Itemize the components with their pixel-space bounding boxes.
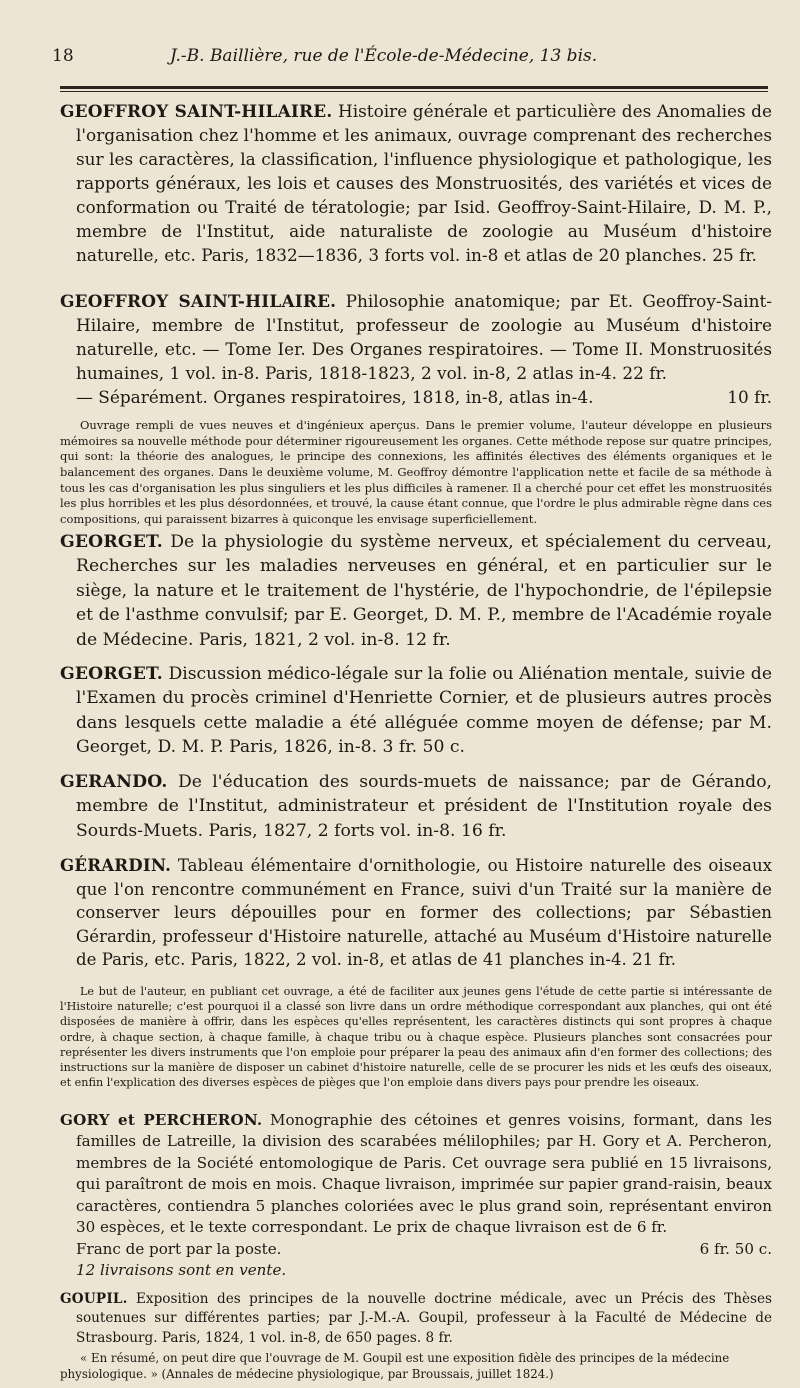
note-text: Ouvrage rempli de vues neuves et d'ingénieux aperçus. Dans le premier volume, l'auteur développe en plusieurs mémoires sa nouvelle méthode pour déterminer rigoureusement les organes. Cette méthode repose sur quatre principes, qui sont: la théorie des analogues, le principe des connexions, les affinités électives des éléments organiques et le balancement des organes. Dans le deuxième volume, M. Geoffroy démontre l'application nette et facile de sa méthode à tous les cas d'organisation les plus singuliers et les plus difficiles à ramener. Il a cherché pour cet effet les monstruosités les plus horribles et les plus désordonnées, et trouvé, la cause étant connue, que l'ordre le plus admirable règne dans ces compositions, qui paraissent bizarres à quiconque les envisage superficiellement.: [60, 418, 772, 526]
entry-georget-physiologie: [60, 530, 772, 652]
note-text: Le but de l'auteur, en publiant cet ouvrage, a été de faciliter aux jeunes gens l'étude de cette partie si intéressante de l'Histoire naturelle; c'est pourquoi il a classé son livre dans un ordre méthodique correspondant aux planches, qui ont été disposées de manière à offrir, dans les espèces qu'elles représentent, les caractères distincts qui sont propres à chaque ordre, à chaque section, à chaque famille, à chaque tribu ou à chaque espèce. Plusieurs planches sont consacrées pour représenter les divers instruments que l'on emploie pour préparer la peau des animaux afin d'en former des collections; des instructions sur la manière de disposer un cabinet d'histoire naturelle, celle de se procurer les nids et les œufs des oiseaux, et enfin l'explication des diverses espèces de pièges que l'on emploie dans divers pays pour prendre les oiseaux.: [60, 985, 772, 1090]
entry-extra-line: [60, 386, 772, 410]
entry-lead: GEORGET.: [60, 664, 163, 684]
entry-price: 25 fr.: [712, 244, 757, 265]
entry-body: Histoire générale et particulière des Anomalies de l'organisation chez l'homme et les animaux, ouvrage comprenant des recherches sur les caractères, la classification, l'influence physiologique et pathologique, les rapports généraux, les lois et causes des Monstruosités, des variétés et vices de conformation ou Traité de tératologie; par Isid. Geoffroy-Saint-Hilaire, D. M. P., membre de l'Institut, aide naturaliste de zoologie au Muséum d'histoire naturelle, etc. Paris, 1832—1836, 3 forts vol. in-8 et atlas de 20 planches.: [76, 101, 772, 265]
entry-text: [60, 1110, 772, 1239]
entry-price: 3 fr. 50 c.: [382, 737, 465, 758]
page-header: [52, 40, 774, 76]
header-rule: [60, 86, 768, 89]
entry-text: [60, 530, 772, 652]
entry-body: Tableau élémentaire d'ornithologie, ou Histoire naturelle des oiseaux que l'on rencontre communément en France, suivi d'un Traité sur la manière de conserver leurs dépouilles pour en former des collections; par Sébastien Gérardin, professeur d'Histoire naturelle, attaché au Muséum d'Histoire naturelle de Paris, etc. Paris, 1822, 2 vol. in-8, et atlas de 41 planches in-4.: [76, 856, 772, 970]
entry-text: [60, 854, 772, 972]
entry-text: [60, 100, 772, 268]
entry-georget-discussion: [60, 662, 772, 760]
header-rule-thin: [60, 91, 768, 92]
entry-lead: GORY et PERCHERON.: [60, 1111, 263, 1129]
entry-extra2: 12 livraisons sont en vente.: [76, 1261, 287, 1280]
entry-lead: GEOFFROY SAINT-HILAIRE.: [60, 291, 337, 311]
note-geoffroy: [60, 418, 772, 528]
entry-price: 8 fr.: [425, 1329, 453, 1346]
entry-text: [60, 290, 772, 386]
page-number: 18: [52, 46, 74, 66]
entry-lead: GOUPIL.: [60, 1291, 128, 1307]
entry-goupil: [60, 1290, 772, 1348]
entry-gerardin: [60, 854, 772, 972]
entry-geoffroy-anomalies: [60, 100, 772, 268]
entry-price: 6 fr.: [636, 1218, 668, 1237]
entry-price: 12 fr.: [405, 629, 451, 650]
entry-price: 16 fr.: [460, 820, 507, 841]
entry-gerando: [60, 770, 772, 843]
entry-lead: GEOFFROY SAINT-HILAIRE.: [60, 101, 333, 121]
quote-text: « En résumé, on peut dire que l'ouvrage de M. Goupil est une exposition fidèle des principes de la médecine physiologique. » (Annales de médecine physiologique, par Broussais, juillet 1824.): [60, 1351, 730, 1382]
entry-lead: GÉRARDIN.: [60, 855, 172, 875]
entry-body: Discussion médico-légale sur la folie ou Aliénation mentale, suivie de l'Examen du procès criminel d'Henriette Cornier, et de plusieurs autres procès dans lesquels cette maladie a été alléguée comme moyen de défense; par M. Georget, D. M. P. Paris, 1826, in-8.: [76, 664, 772, 758]
entry-body: Monographie des cétoines et genres voisins, formant, dans les familles de Latreille, la division des scarabées mélilophiles; par H. Gory et A. Percheron, membres de la Société entomologique de Paris. Cet ouvrage sera publié en 15 livraisons, qui paraîtront de mois en mois. Chaque livraison, imprimée sur papier grand-raisin, beaux caractères, contiendra 5 planches coloriées avec le plus grand soin, représentant environ 30 espèces, et le texte correspondant. Le prix de chaque livraison est de: [76, 1111, 773, 1237]
note-goupil-quote: [60, 1350, 772, 1382]
entry-body: De la physiologie du système nerveux, et spécialement du cerveau, Recherches sur les maladies nerveuses en général, et en particulier sur le siège, la nature et le traitement de l'hystérie, de l'hypochondrie, de l'épilepsie et de l'asthme convulsif; par E. Georget, D. M. P., membre de l'Académie royale de Médecine. Paris, 1821, 2 vol. in-8.: [76, 532, 772, 650]
entry-extra-price: 6 fr. 50 c.: [699, 1239, 772, 1258]
entry-body: De l'éducation des sourds-muets de naissance; par de Gérando, membre de l'Institut, administrateur et président de l'Institution royale des Sourds-Muets. Paris, 1827, 2 forts vol. in-8.: [76, 772, 772, 841]
entry-lead: GEORGET.: [60, 532, 163, 552]
entry-extra: Franc de port par la poste.: [76, 1239, 282, 1258]
entry-text: [60, 770, 772, 843]
entry-text: [60, 662, 772, 760]
entry-extra-price: 10 fr.: [727, 386, 772, 407]
entry-price: 22 fr.: [622, 362, 668, 383]
running-head: J.-B. Baillière, rue de l'École-de-Médecine, 13 bis.: [170, 46, 598, 66]
entry-gory-percheron: [60, 1110, 772, 1282]
entry-lead: GERANDO.: [60, 772, 168, 792]
entry-body: Philosophie anatomique; par Et. Geoffroy-Saint-Hilaire, membre de l'Institut, professeur de zoologie au Muséum d'histoire naturelle, etc. — Tome Ier. Des Organes respiratoires. — Tome II. Monstruosités humaines, 1 vol. in-8. Paris, 1818-1823, 2 vol. in-8, 2 atlas in-4.: [76, 291, 772, 383]
note-gerardin: [60, 984, 772, 1091]
entry-extra-line: [60, 1239, 772, 1260]
entry-price: 21 fr.: [632, 950, 676, 970]
entry-body: Exposition des principes de la nouvelle doctrine médicale, avec un Précis des Thèses soutenues sur différentes parties; par J.-M.-A. Goupil, professeur à la Faculté de Médecine de Strasbourg. Paris, 1824, 1 vol. in-8, de 650 pages.: [76, 1291, 772, 1346]
entry-text: [60, 1290, 772, 1348]
entry-extra: — Séparément. Organes respiratoires, 1818, in-8, atlas in-4.: [76, 386, 594, 407]
entry-geoffroy-philosophie: [60, 290, 772, 410]
